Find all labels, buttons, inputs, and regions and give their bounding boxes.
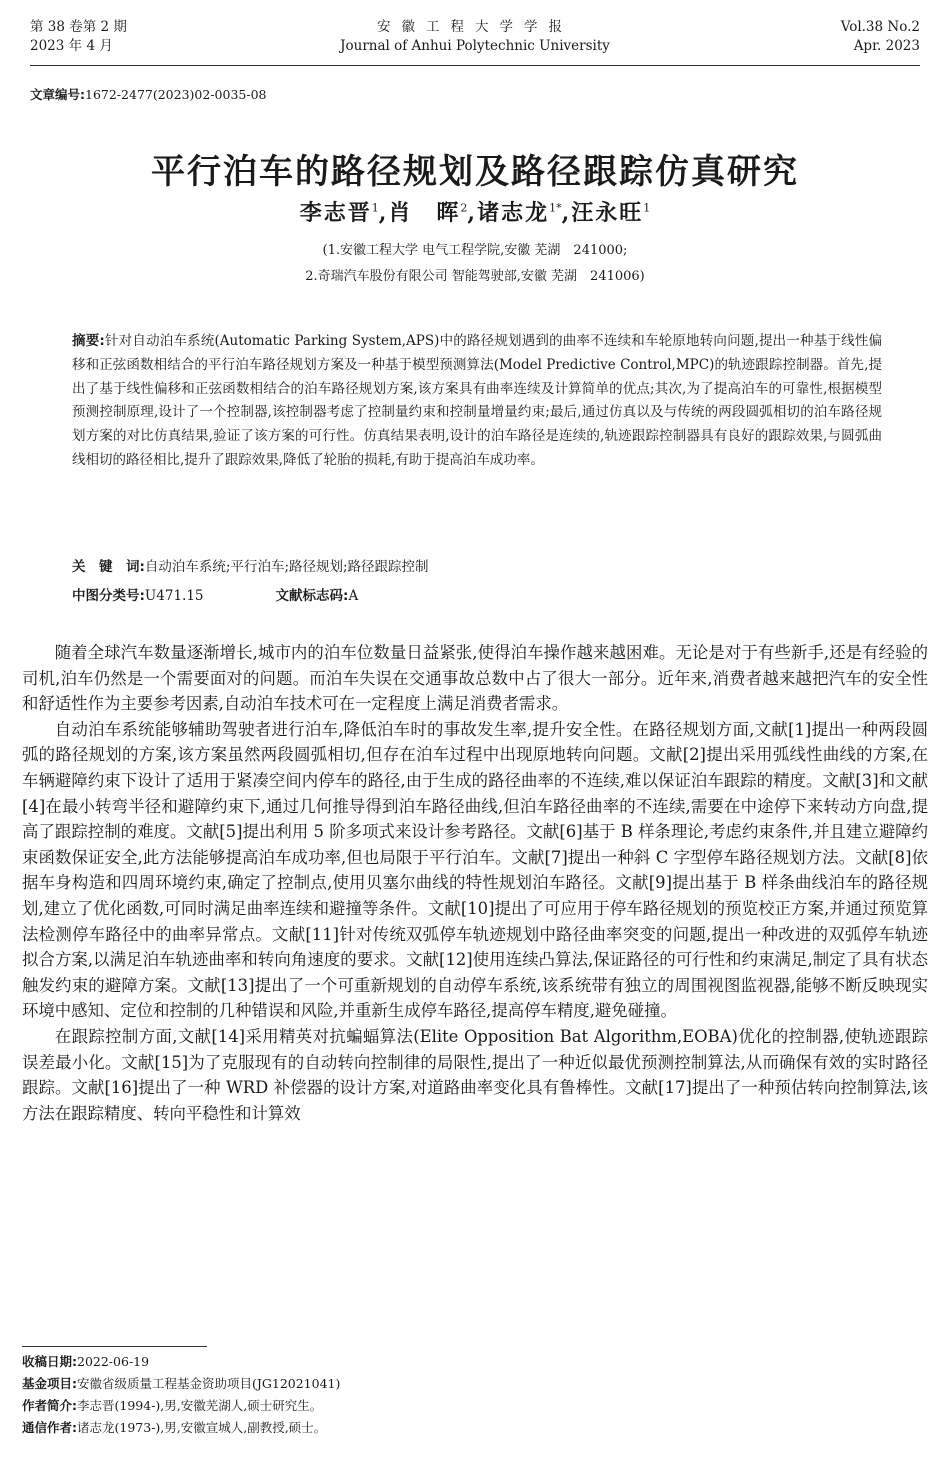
issue-info-en bbox=[841, 18, 920, 56]
issue-date: 2023 年 4 月 bbox=[30, 38, 113, 54]
author-list: 李志晋$^1$,肖 晖$^2$,诸志龙$^{1*}$,汪永旺$^1$ bbox=[299, 200, 651, 226]
received-value: 2022-06-19 bbox=[77, 1354, 150, 1369]
fund-info bbox=[22, 1373, 928, 1395]
article-number bbox=[30, 85, 266, 103]
article-number-label: 文章编号: bbox=[30, 87, 85, 102]
keywords-value: 自动泊车系统;平行泊车;路径规划;路径跟踪控制 bbox=[144, 559, 429, 575]
author-bio bbox=[22, 1395, 928, 1417]
author-name: 诸志龙 bbox=[477, 200, 550, 226]
volume-issue-en: Vol.38 No.2 bbox=[840, 19, 920, 35]
footnote-divider bbox=[22, 1346, 207, 1347]
header-divider bbox=[30, 65, 920, 66]
journal-name-en: Journal of Anhui Polytechnic University bbox=[340, 38, 610, 54]
clc-value: U471.15 bbox=[144, 588, 204, 604]
author-bio-label: 作者简介: bbox=[22, 1398, 77, 1413]
author-affiliation-mark: 2 bbox=[460, 201, 468, 215]
footnotes bbox=[22, 1351, 928, 1439]
author-name: 肖 晖 bbox=[388, 200, 461, 226]
author-affiliation-mark: 1* bbox=[549, 201, 562, 215]
fund-label: 基金项目: bbox=[22, 1376, 77, 1391]
keywords-label: 关 键 词: bbox=[72, 559, 145, 575]
author-affiliation-mark: 1 bbox=[371, 201, 379, 215]
body-paragraph: 自动泊车系统能够辅助驾驶者进行泊车,降低泊车时的事故发生率,提升安全性。在路径规划方面,文献[1]提出一种两段圆弧的路径规划的方案,该方案虽然两段圆弧相切,但存在泊车过程中出现原地转向问题。文献[2]提出采用弧线性曲线的方案,在车辆避障约束下设计了适用于紧凑空间内停车的路径,由于生成的路径曲率的不连续,难以保证泊车跟踪的精度。文献[3]和文献[4]在最小转弯半径和避障约束下,通过几何推导得到泊车路径曲线,但泊车路径曲率的不连续,需要在中途停下来转动方向盘,提高了跟踪控制的难度。文献[5]提出利用 5 阶多项式来设计参考路径。文献[6]基于 B 样条理论,考虑约束条件,并且建立避障约束函数保证安全,此方法能够提高泊车成功率,但也局限于平行泊车。文献[7]提出一种斜 C 字型停车路径规划方法。文献[8]依据车身构造和四周环境约束,确定了控制点,使用贝塞尔曲线的特性规划泊车路径。文献[9]提出基于 B 样条曲线泊车的路径规划,建立了优化函数,可同时满足曲率连续和避撞等条件。文献[10]提出了可应用于停车路径规划的预览校正方案,并通过预览算法检测停车路径中的曲率异常点。文献[11]针对传统双弧停车轨迹规划中路径曲率突变的问题,提出一种改进的双弧停车轨迹拟合方案,以满足泊车轨迹曲率和转向角速度的要求。文献[12]使用连续凸算法,保证路径的可行性和约束满足,制定了具有状态触发约束的避障方案。文献[13]提出了一个可重新规划的自动停车系统,该系统带有独立的周围视图监视器,能够不断反映现实环境中感知、定位和控制的几种错误和风险,并重新生成停车路径,提高停车精度,避免碰撞。 bbox=[22, 719, 928, 1021]
body-paragraph: 随着全球汽车数量逐渐增长,城市内的泊车位数量日益紧张,使得泊车操作越来越困难。无论是对于有些新手,还是有经验的司机,泊车仍然是一个需要面对的问题。而泊车失误在交通事故总数中占了很大一部分。近年来,消费者越来越把汽车的安全性和舒适性作为主要参考因素,自动泊车技术可在一定程度上满足消费者需求。 bbox=[22, 643, 928, 714]
body-text bbox=[22, 640, 928, 1126]
article-number-value: 1672-2477(2023)02-0035-08 bbox=[85, 87, 267, 102]
author-affiliation-mark: 1 bbox=[643, 201, 651, 215]
journal-header bbox=[30, 18, 920, 62]
issue-date-en: Apr. 2023 bbox=[853, 38, 920, 54]
author-name: 李志晋 bbox=[299, 200, 372, 226]
fund-value: 安徽省级质量工程基金资助项目(JG12021041) bbox=[77, 1376, 341, 1391]
clc-label: 中图分类号: bbox=[72, 588, 145, 604]
corresponding-value: 诸志龙(1973-),男,安徽宣城人,副教授,硕士。 bbox=[77, 1420, 327, 1435]
keywords bbox=[72, 555, 882, 575]
journal-name-cn: 安徽工程大学学报 bbox=[377, 19, 573, 35]
abstract-text: 针对自动泊车系统(Automatic Parking System,APS)中的路径规划遇到的曲率不连续和车轮原地转向问题,提出一种基于线性偏移和正弦函数相结合的平行泊车路径规划方案及一种基于模型预测算法(Model Predictive Control,MPC)的轨迹跟踪控制器。首先,提出了基于线性偏移和正弦函数相结合的泊车路径规划方案,该方案具有曲率连续及计算简单的优点;其次,为了提高泊车的可靠性,根据模型预测控制原理,设计了一个控制器,该控制器考虑了控制量约束和控制量增量约束;最后,通过仿真以及与传统的两段圆弧相切的泊车路径规划方案的对比仿真结果,验证了该方案的可行性。仿真结果表明,设计的泊车路径是连续的,轨迹跟踪控制器具有良好的跟踪效果,与圆弧曲线相切的路径相比,提升了跟踪效果,降低了轮胎的损耗,有助于提高泊车成功率。 bbox=[72, 333, 883, 468]
author-name: 汪永旺 bbox=[571, 200, 644, 226]
abstract-label: 摘要: bbox=[72, 333, 105, 349]
author-bio-value: 李志晋(1994-),男,安徽芜湖人,硕士研究生。 bbox=[77, 1398, 323, 1413]
received-label: 收稿日期: bbox=[22, 1354, 77, 1369]
affiliation-line: 2.奇瑞汽车股份有限公司 智能驾驶部,安徽 芜湖 241006) bbox=[305, 269, 645, 284]
classification bbox=[72, 584, 882, 604]
journal-name bbox=[30, 18, 920, 56]
paper-title: 平行泊车的路径规划及路径跟踪仿真研究 bbox=[151, 152, 799, 192]
corresponding-label: 通信作者: bbox=[22, 1420, 77, 1435]
abstract bbox=[72, 330, 882, 473]
affiliation-line: (1.安徽工程大学 电气工程学院,安徽 芜湖 241000; bbox=[322, 243, 628, 258]
corresponding-author bbox=[22, 1417, 928, 1439]
volume-issue: 第 38 卷第 2 期 bbox=[30, 19, 127, 35]
affiliations bbox=[30, 238, 920, 290]
received-date bbox=[22, 1351, 928, 1373]
doc-code-value: A bbox=[348, 588, 359, 604]
body-paragraph: 在跟踪控制方面,文献[14]采用精英对抗蝙蝠算法(Elite Opposition Bat Algorithm,EOBA)优化的控制器,使轨迹跟踪误差最小化。文献[15]为了克服现有的自动转向控制律的局限性,提出了一种近似最优预测控制算法,从而确保有效的实时路径跟踪。文献[16]提出了一种 WRD 补偿器的设计方案,对道路曲率变化具有鲁棒性。文献[17]提出了一种预估转向控制算法,该方法在跟踪精度、转向平稳性和计算效 bbox=[22, 1026, 928, 1123]
doc-code-label: 文献标志码: bbox=[275, 588, 349, 604]
